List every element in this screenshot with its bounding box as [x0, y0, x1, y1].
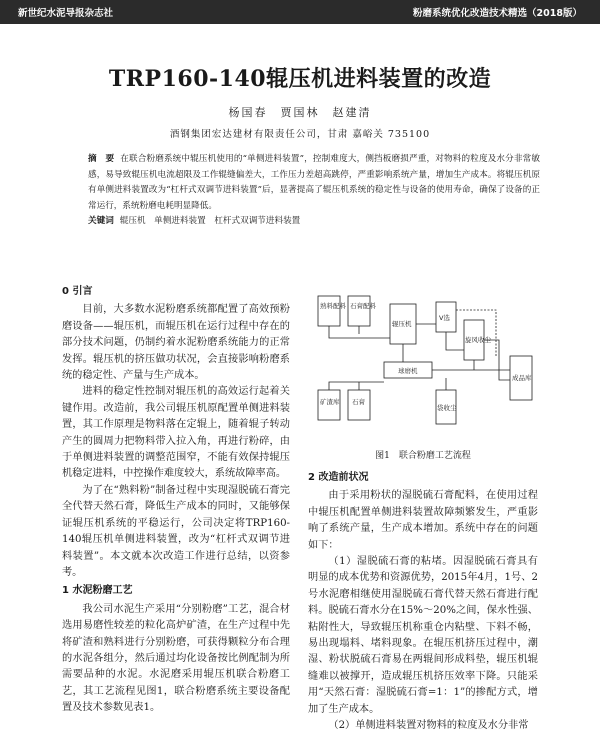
status-paragraph-3: （2）单侧进料装置对物料的粒度及水分非常 — [328, 720, 529, 732]
abstract-label: 摘 要 — [88, 154, 115, 164]
intro-paragraph-2: 进料的稳定性控制对辊压机的高效运行起着关键作用。改造前，我公司辊压机原配置单侧进料装置，其工作原理是物料落在定辊上，随着辊子转动产生的圆周力把物料带入拉入角，再进行粉碎，由于单侧进料装置的调整范围窄，不能有效保持辊压机稳定进料，中控操作难度较大，系统故障率高。 — [62, 386, 290, 480]
label-product-silo: 成品库 — [512, 374, 532, 382]
keywords-label: 关键词 — [88, 216, 114, 226]
keywords-text: 辊压机 单侧进料装置 杠杆式双调节进料装置 — [119, 216, 301, 226]
line-12 — [456, 310, 496, 356]
line-8 — [329, 382, 384, 390]
section-1-title: 1 水泥粉磨工艺 — [62, 585, 133, 597]
intro-paragraph-3: 为了在“熟料粉”制备过程中实现湿脱硫石膏完全代替天然石膏，降低生产成本的同时，又能够保证辊压机系统的平稳运行，公司决定将TRP160-140辊压机单侧进料装置，改为“杠杆式双调节进料装置”。本文就本次改造工作进行总结，以资参考。 — [62, 484, 290, 578]
process-flow-svg — [314, 290, 540, 445]
label-cyclone: 旋风收尘 — [465, 336, 491, 344]
keywords — [88, 214, 540, 226]
left-column — [62, 282, 290, 717]
collection-name: 粉磨系统优化改造技术精选（2018版） — [413, 8, 582, 19]
process-flow-diagram — [314, 290, 540, 445]
label-ball-mill: 球磨机 — [398, 367, 418, 375]
line-11 — [484, 340, 510, 380]
status-paragraph-1: 由于采用粉状的湿脱硫石膏配料，在使用过程中辊压机配置单侧进料装置故障频繁发生，严重影响了系统产量，生产成本增加。系统中存在的问题如下： — [308, 490, 538, 551]
line-1 — [329, 326, 390, 338]
section-2-title: 2 改造前状况 — [308, 472, 369, 483]
bin-clinker — [318, 296, 340, 326]
label-bin2: 石膏配料 — [350, 302, 376, 310]
label-bag-collector: 袋收尘 — [437, 404, 457, 412]
line-4 — [446, 332, 464, 350]
right-column — [308, 468, 538, 735]
bin-gypsum — [348, 296, 370, 326]
authors: 杨国春 贾国林 赵建清 — [228, 106, 372, 119]
label-bin4: 石膏 — [352, 398, 365, 406]
intro-paragraph-1: 目前，大多数水泥粉磨系统都配置了高效预粉磨设备——辊压机，而辊压机在运行过程中存在的部分技术问题，仍制约着水泥粉磨系统能力的正常发挥。辊压机的挤压做功状况，会直接影响粉磨系统的稳定性、产量与生产成本。 — [62, 304, 290, 382]
journal-name: 新世纪水泥导报杂志社 — [18, 8, 114, 19]
process-paragraph: 我公司水泥生产采用“分别粉磨”工艺，混合材选用易磨性较差的粒化高炉矿渣，在生产过程中先将矿渣和熟料进行分别粉磨，可获得颗粒分布合理的水泥各组分，然后通过均化设备按比例配制为所需要品种的水泥。水泥磨采用辊压机联合粉磨工艺，其工艺流程见图1，联合粉磨系统主要设备配置及技术参数见表1。 — [62, 603, 290, 714]
section-0-title: 0 引言 — [62, 286, 93, 297]
affiliation: 酒钢集团宏达建材有限责任公司，甘肃 嘉峪关 735100 — [169, 129, 431, 140]
label-roller-press: 辊压机 — [392, 320, 412, 328]
figure-caption: 图1 联合粉磨工艺流程 — [375, 451, 471, 461]
abstract-text: 在联合粉磨系统中辊压机使用的“单侧进料装置”，控制难度大，侧挡板磨损严重，对物料的粒度及水分非常敏感，易导致辊压机电流超限及工作辊缝偏差大，工作压力差超高跳停，严重影响系统产量，增加生产成本。将辊压机原有单侧进料装置改为“杠杆式双调节进料装置”后，显著提高了辊压机系统的稳定性与设备的使用寿命，确保了设备的正常运行，系统粉磨电耗明显降低。 — [88, 154, 540, 211]
label-bin3: 矿渣库 — [320, 398, 340, 406]
status-paragraph-2: （1）湿脱硫石膏的粘堵。因湿脱硫石膏具有明显的成本优势和资源优势，2015年4月，1号、2号水泥磨相继使用湿脱硫石膏代替天然石膏进行配料。脱硫石膏水分在15%～20%之间，保水性强、粘附性大，导致辊压机称重仓内粘壁、下料不畅，易出现塌料、堵料现象。在辊压机挤压过程中，潮湿、粉状脱硫石膏易在两辊间形成料垫，辊压机辊缝难以被撑开，造成辊压机挤压效率下降。只能采用“天然石膏：湿脱硫石膏=1：1”的掺配方式，增加了生产成本。 — [308, 556, 538, 715]
label-bin1: 熟料配料 — [320, 302, 346, 310]
article-title: TRP160-140辊压机进料装置的改造 — [108, 66, 492, 92]
abstract — [88, 152, 540, 214]
running-header — [0, 0, 600, 24]
label-v-separator: V选 — [439, 314, 450, 322]
